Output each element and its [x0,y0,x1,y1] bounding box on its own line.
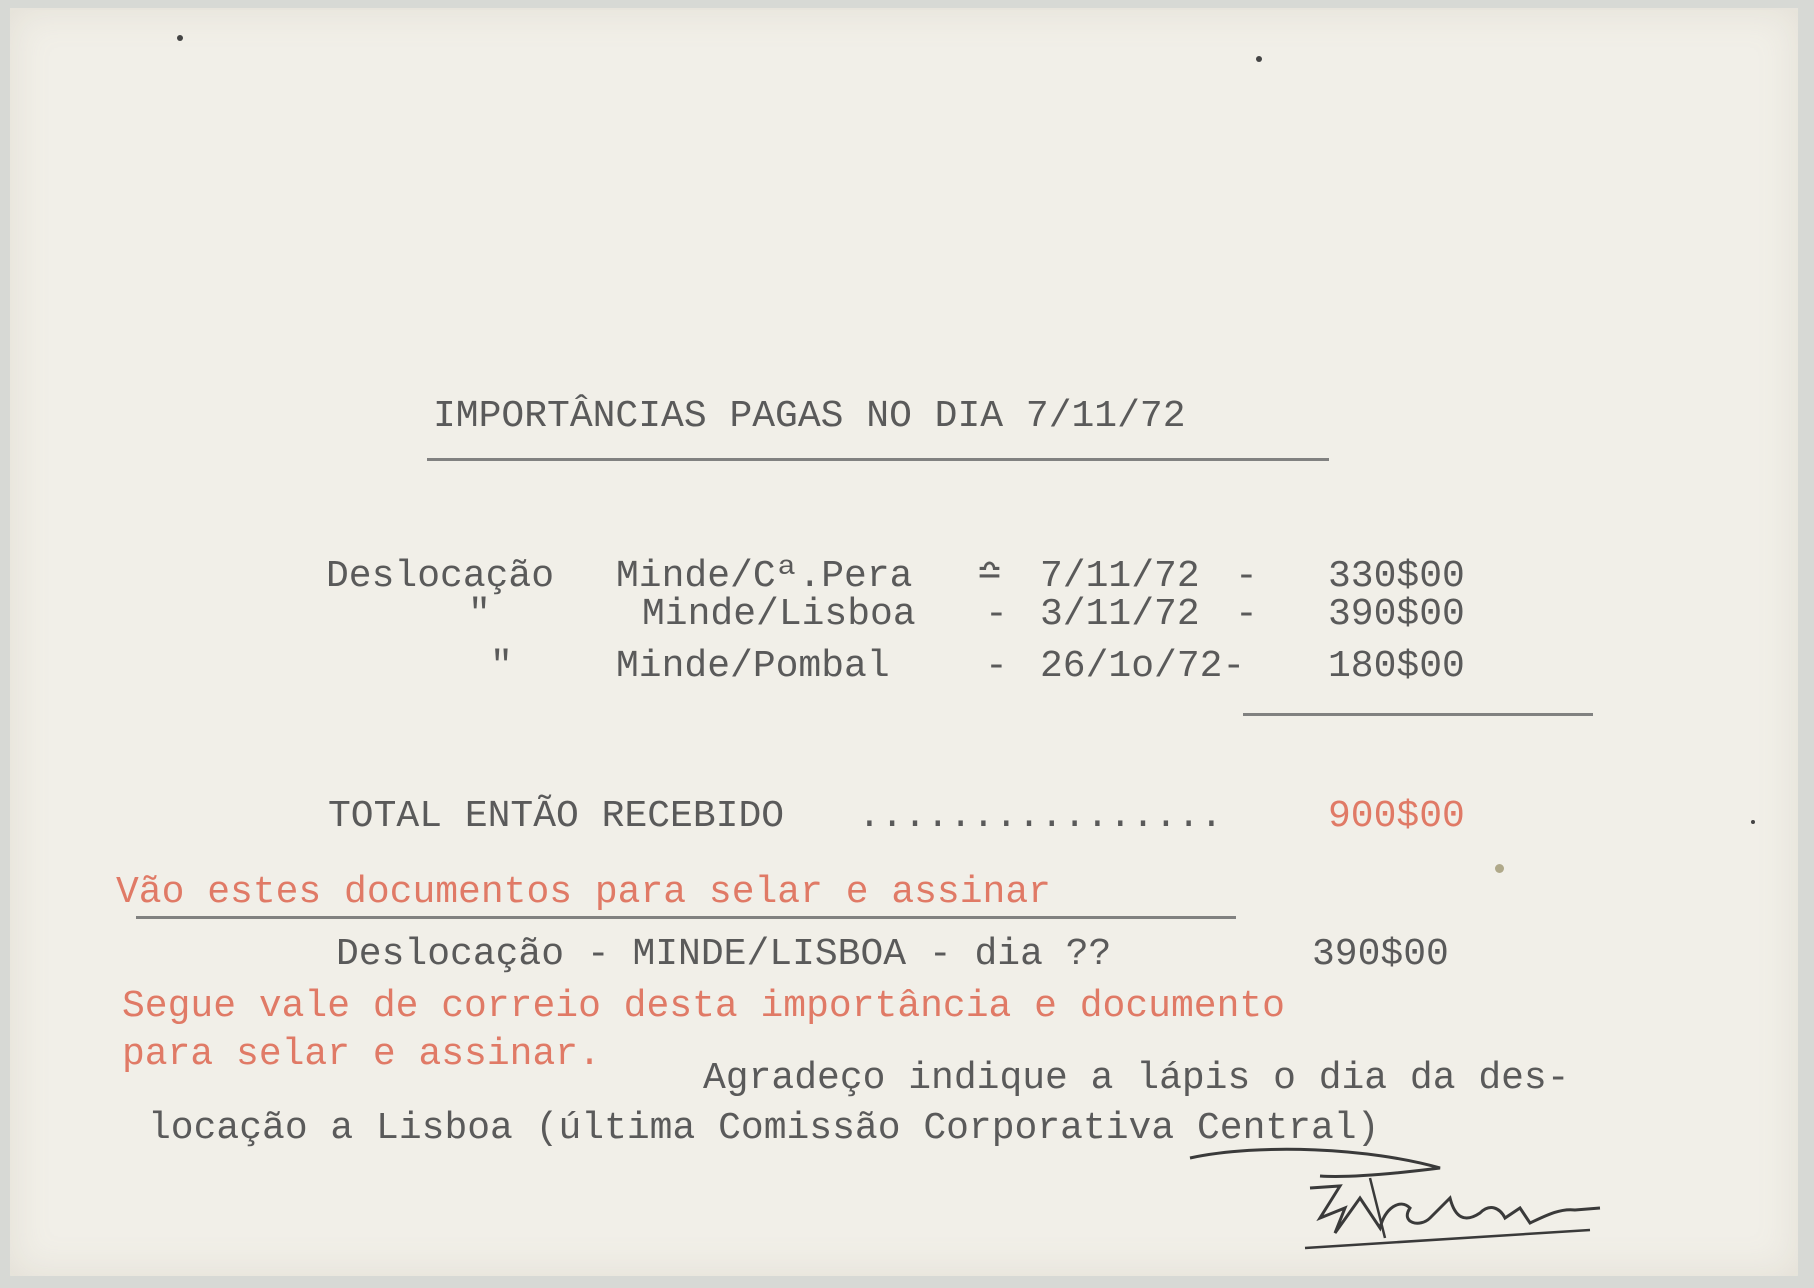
row-date: 3/11/72 [1040,593,1200,636]
document-title: IMPORTÂNCIAS PAGAS NO DIA 7/11/72 [433,395,1186,438]
row-label: Deslocação [326,555,555,598]
paragraph-line-2: locação a Lisboa (última Comissão Corporativa Central) [148,1107,1380,1150]
row-separator: ≏ [978,553,1001,596]
row-separator: - [985,593,1008,636]
ink-speck [1495,864,1504,873]
row-dash: - [1235,593,1258,636]
total-dots: ................ [858,795,1223,838]
pending-text: Deslocação - MINDE/LISBOA - dia ?? [336,933,1112,976]
title-underline [427,458,1329,461]
row-route: Minde/Cª.Pera [616,555,913,598]
handwritten-signature [1170,1138,1670,1268]
row-label: " [490,645,513,688]
row-separator: - [985,645,1008,688]
notice-underline [136,916,1236,919]
paragraph-line-1: Agradeço indique a lápis o dia da des- [703,1057,1570,1100]
pending-amount: 390$00 [1312,933,1449,976]
row-amount: 330$00 [1328,555,1465,598]
row-amount: 180$00 [1328,645,1465,688]
row-date: 26/1o/72- [1040,645,1246,688]
row-dash: - [1235,555,1258,598]
paragraph-red-line-1: Segue vale de correio desta importância e documento [122,985,1285,1028]
document-card [10,8,1798,1276]
total-amount: 900$00 [1328,795,1465,838]
total-label: TOTAL ENTÃO RECEBIDO [328,795,785,838]
row-label: " [468,593,491,636]
ink-speck [1751,820,1755,824]
paragraph-red-line-2: para selar e assinar. [122,1033,601,1076]
subtotal-rule [1243,713,1593,716]
row-route: Minde/Pombal [616,645,890,688]
ink-speck [1256,56,1262,62]
row-date: 7/11/72 [1040,555,1200,598]
row-amount: 390$00 [1328,593,1465,636]
ink-speck [177,35,183,41]
row-route: Minde/Lisboa [642,593,916,636]
notice-text: Vão estes documentos para selar e assinar [116,871,1051,914]
